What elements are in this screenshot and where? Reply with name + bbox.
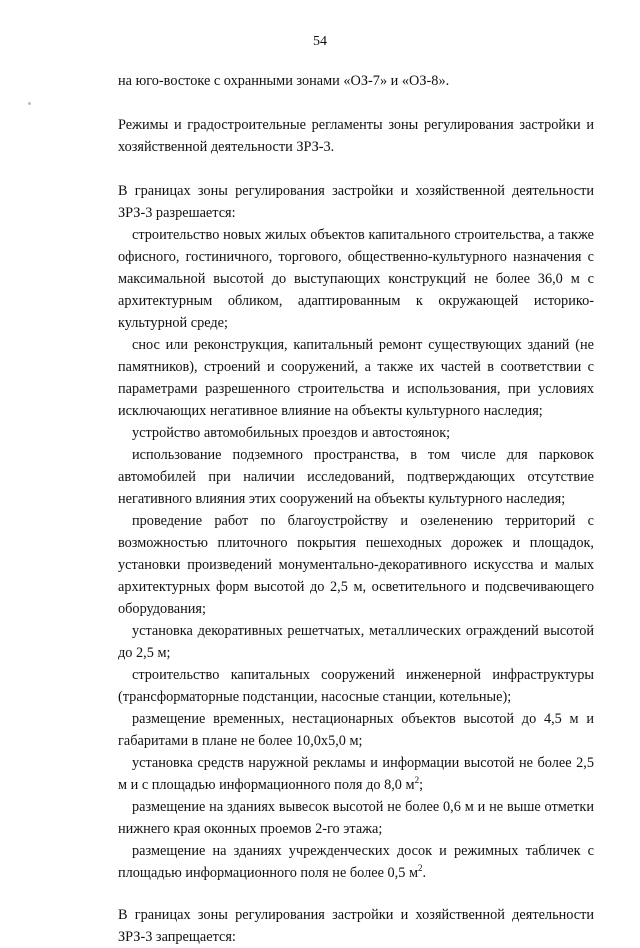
allowed-intro: В границах зоны регулирования застройки и хозяйственной деятельности ЗРЗ-3 разрешается: [118, 183, 594, 221]
page-number: 54 [313, 34, 327, 49]
allowed-item: размещение временных, нестационарных объектов высотой до 4,5 м и габаритами в плане не более 10,0х5,0 м; [118, 711, 594, 749]
punctuation: . [422, 865, 427, 881]
allowed-item: проведение работ по благоустройству и озеленению территорий с возможностью плиточного покрытия пешеходных дорожек и площадок, установки произведений монументально-декоративного искусства и малых архитектурных форм высотой до 2,5 м, осветительного и подсвечивающего оборудования; [118, 513, 594, 617]
allowed-item: размещение на зданиях вывесок высотой не более 0,6 м и не выше отметки нижнего края оконных проемов 2-го этажа; [118, 799, 594, 837]
section-heading: Режимы и градостроительные регламенты зоны регулирования застройки и хозяйственной деятельности ЗРЗ-3. [118, 117, 594, 155]
allowed-item: строительство капитальных сооружений инженерной инфраструктуры (трансформаторные подстанции, насосные станции, котельные); [118, 667, 594, 705]
allowed-item-advertising [118, 752, 594, 796]
document-body [118, 70, 594, 948]
advertising-text: установка средств наружной рекламы и информации высотой не более 2,5 м и с площадью информационного поля до 8,0 м [118, 755, 594, 793]
allowed-item: установка декоративных решетчатых, металлических ограждений высотой до 2,5 м; [118, 623, 594, 661]
allowed-item: использование подземного пространства, в том числе для парковок автомобилей при наличии исследований, подтверждающих отсутствие негативного влияния этих сооружений на объекты культурного наследия; [118, 447, 594, 507]
allowed-item: устройство автомобильных проездов и автостоянок; [132, 425, 451, 441]
forbidden-intro: В границах зоны регулирования застройки и хозяйственной деятельности ЗРЗ-3 запрещается: [118, 907, 594, 945]
punctuation: ; [419, 777, 424, 793]
allowed-item: снос или реконструкция, капитальный ремонт существующих зданий (не памятников), строений и сооружений, а также их частей в соответствии с параметрами разрешенного строительства и использования, при условиях исключающих негативное влияние на объекты культурного наследия; [118, 337, 594, 419]
superscript: 2 [418, 863, 423, 874]
boards-text: размещение на зданиях учрежденческих досок и режимных табличек с площадью информационного поля не более 0,5 м [118, 843, 594, 881]
allowed-item: строительство новых жилых объектов капитального строительства, а также офисного, гостиничного, торгового, общественно-культурного назначения с максимальной высотой до выступающих конструкций не более 36,0 м с архитектурным обликом, адаптированным к окружающей историко-культурной среде; [118, 227, 594, 331]
intro-paragraph: на юго-востоке с охранными зонами «ОЗ-7» и «ОЗ-8». [118, 73, 450, 89]
superscript: 2 [414, 775, 420, 786]
scan-speck [28, 102, 31, 105]
allowed-item-boards [118, 840, 594, 884]
